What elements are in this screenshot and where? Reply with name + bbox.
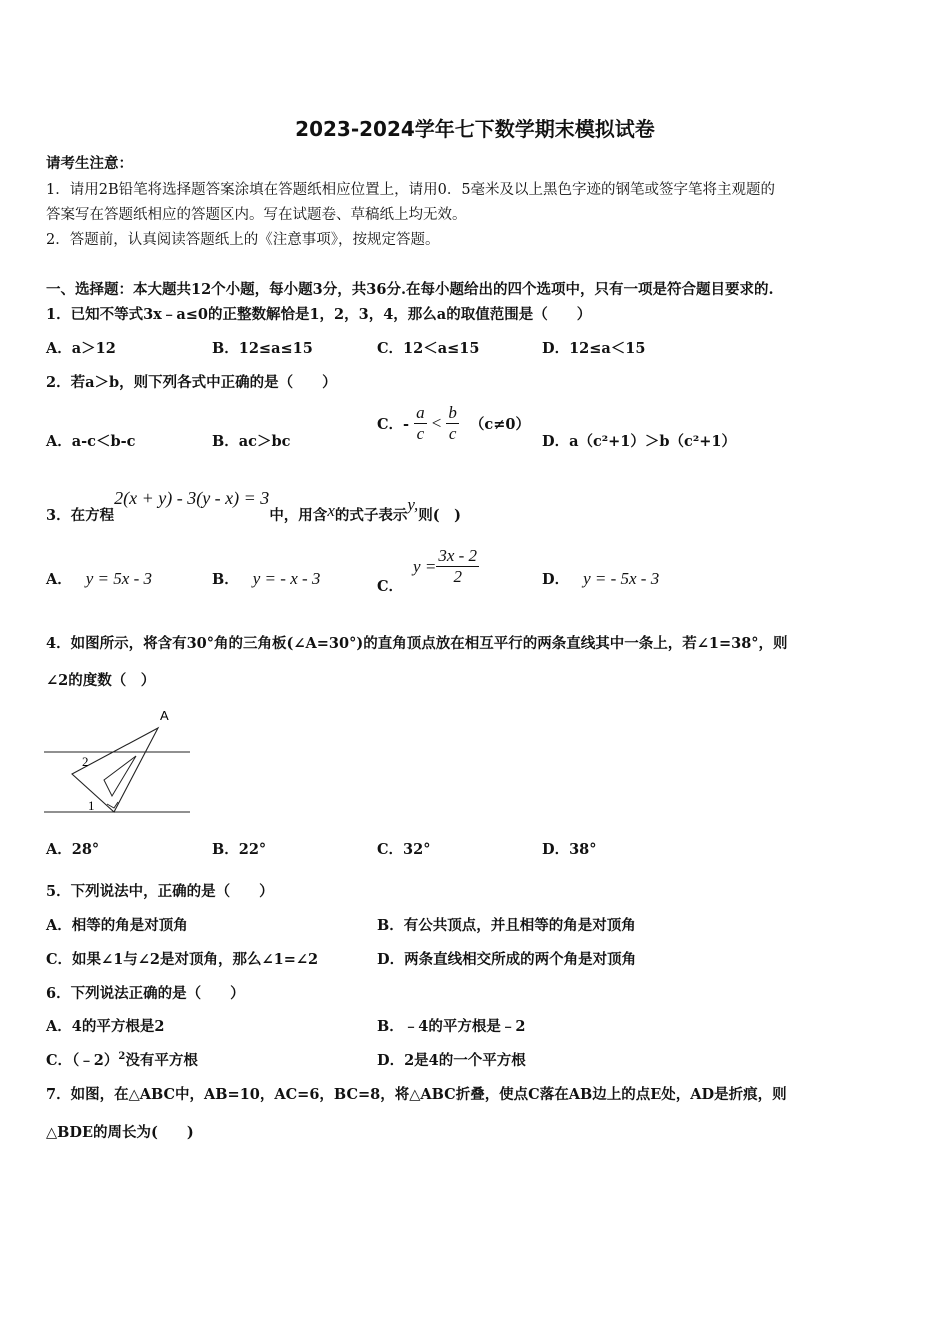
q3-var-y: y, [407,495,419,514]
q3-option-c-label: C． [377,577,404,595]
q4-option-a[interactable]: A．28° [46,841,100,858]
q6-stem: 6．下列说法正确的是（ ） [46,985,245,1002]
q3-option-d-label: D． [542,571,570,588]
notice-heading: 请考生注意： [46,155,133,172]
q3-option-a-label: A． [46,571,72,588]
triangle-ruler-outer [72,728,158,812]
figure-label-1: 1 [88,798,95,813]
triangle-ruler-inner [104,756,136,796]
q1-option-c[interactable]: C．12＜a≤15 [377,340,480,357]
q7-stem-line-1: 7．如图，在△ABC中，AB=10，AC=6，BC=8，将△ABC折叠，使点C落在AB边上的点E处，AD是折痕，则 [46,1086,787,1103]
q4-option-b[interactable]: B．22° [212,841,267,858]
q5-option-c[interactable]: C．如果∠1与∠2是对顶角，那么∠1=∠2 [46,951,319,968]
q3-stem-mid: 中，用含 [269,507,328,524]
q2-less-than: < [431,413,442,433]
q6-option-c-post: 没有平方根 [125,1052,198,1069]
q4-option-c[interactable]: C．32° [377,841,431,858]
q1-option-a[interactable]: A．a＞12 [46,340,116,357]
q2-option-c-condition: （c≠0） [469,416,530,433]
q2-option-a[interactable]: A．a-c＜b-c [46,433,136,450]
q5-option-a[interactable]: A．相等的角是对顶角 [46,917,188,934]
q3-option-d-expr: y = - 5x - 3 [583,569,660,588]
q1-stem: 1．已知不等式3x﹣a≤0的正整数解恰是1，2，3，4，那么a的取值范围是（ ） [46,306,592,323]
q2-fraction-a-c: $\frac{a}{c}$ [416,403,425,443]
q5-stem: 5．下列说法中，正确的是（ ） [46,883,274,900]
q5-option-b[interactable]: B．有公共顶点，并且相等的角是对顶角 [377,917,636,934]
q2-option-d[interactable]: D．a（c²+1）＞b（c²+1） [542,433,736,450]
q3-stem-end: 则( ) [418,507,461,524]
q6-option-d[interactable]: D．2是4的一个平方根 [377,1052,526,1069]
q6-option-c-sup: 2 [118,1051,126,1063]
q2-option-c-label: C．- [377,416,410,433]
notice-line-3: 2．答题前，认真阅读答题纸上的《注意事项》，按规定答题。 [46,232,440,248]
section-1-heading: 一、选择题：本大题共12个小题，每小题3分，共36分.在每小题给出的四个选项中，只有一项是符合题目要求的. [46,281,774,298]
q3-option-b-label: B． [212,571,239,588]
q3-stem-pre: 3．在方程 [46,507,115,524]
q3-option-b-expr: y = - x - 3 [252,569,321,588]
page-title: 2023-2024学年七下数学期末模拟试卷 [295,117,655,141]
notice-line-2: 答案写在答题纸相应的答题区内。写在试题卷、草稿纸上均无效。 [46,207,467,223]
q3-option-a-expr: y = 5x - 3 [85,569,152,588]
q6-option-c[interactable] [46,1049,198,1070]
q1-option-b[interactable]: B．12≤a≤15 [212,340,313,357]
q6-option-b[interactable]: B．﹣4的平方根是﹣2 [377,1018,526,1035]
figure-label-2: 2 [82,754,89,769]
q2-option-c[interactable] [377,403,530,444]
q3-option-b[interactable] [212,568,320,589]
q5-option-d[interactable]: D．两条直线相交所成的两个角是对顶角 [377,951,637,968]
q4-option-d[interactable]: D．38° [542,841,597,858]
q3-option-a[interactable] [46,568,152,589]
q4-figure [44,704,194,820]
q1-option-d[interactable]: D．12≤a＜15 [542,340,646,357]
q6-option-a[interactable]: A．4的平方根是2 [46,1018,165,1035]
figure-label-a: A [160,708,169,723]
q3-option-c-lhs: y = [413,556,437,576]
notice-line-1: 1．请用2B铅笔将选择题答案涂填在答题纸相应位置上，请用0．5毫米及以上黑色字迹的钢笔或签字笔将主观题的 [46,182,776,198]
q2-option-b[interactable]: B．ac＞bc [212,433,291,450]
q2-stem: 2．若a＞b，则下列各式中正确的是（ ） [46,374,337,391]
q3-stem-mid2: 的式子表示 [334,507,408,524]
q3-stem [46,488,461,525]
q3-equation: 2(x + y) - 3(y - x) = 3 [114,488,270,508]
q7-stem-line-2: △BDE的周长为( ) [46,1124,194,1141]
q2-fraction-b-c: $\frac{b}{c}$ [448,403,457,443]
q3-var-x: x [327,501,335,520]
q3-option-c-fraction: $\frac{3x - 2}{2}$ [438,546,478,586]
q3-option-d[interactable] [542,568,659,589]
q4-stem-line-2: ∠2的度数（ ） [46,672,156,689]
q6-option-c-pre: C．（﹣2） [46,1052,119,1069]
q3-option-c[interactable] [377,546,479,596]
q4-stem-line-1: 4．如图所示，将含有30°角的三角板(∠A=30°)的直角顶点放在相互平行的两条直线其中一条上，若∠1=38°，则 [46,635,788,652]
